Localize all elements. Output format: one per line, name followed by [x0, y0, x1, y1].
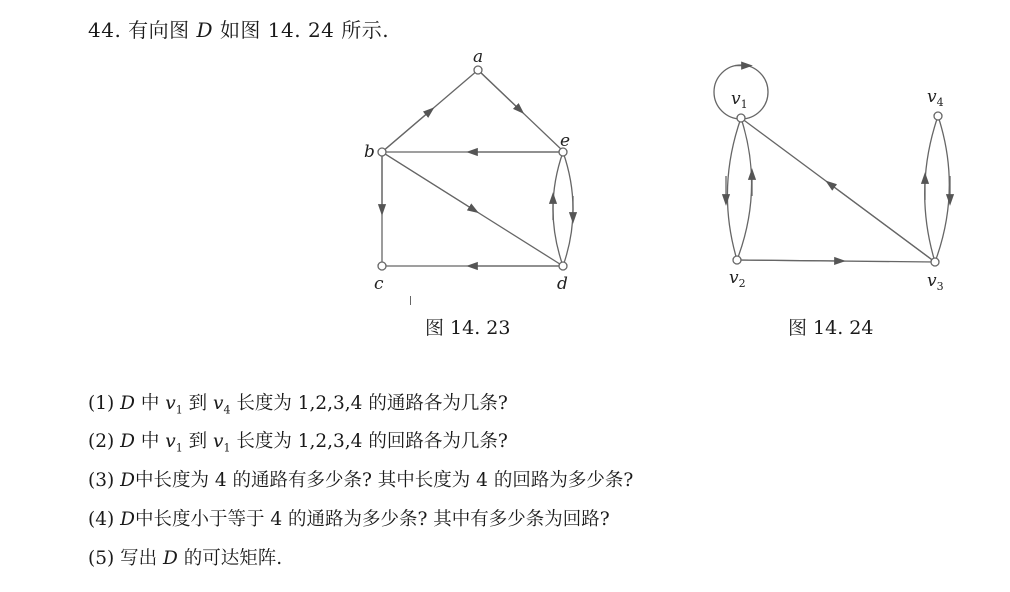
caption-figure-14-24: 图 14. 24 — [788, 317, 874, 339]
vertex-a — [474, 66, 482, 74]
question-number: (1) — [88, 393, 115, 414]
question-number: (4) — [88, 509, 115, 530]
vertex-c — [378, 262, 386, 270]
graph-symbol: D — [196, 18, 214, 42]
problem-text-after: 如图 14. 24 所示. — [219, 18, 390, 42]
label-v2: $v_2$ — [729, 268, 746, 290]
question-1 — [88, 389, 508, 417]
vertex-subscript: 1 — [175, 403, 183, 417]
question-3 — [88, 466, 633, 492]
label-c: c — [374, 274, 384, 294]
vertex-symbol: v — [165, 393, 176, 414]
vertex-b — [378, 148, 386, 156]
graph-symbol: D — [120, 509, 135, 530]
question-number: (2) — [88, 431, 115, 452]
figure-14-24 — [714, 65, 950, 266]
question-number: (3) — [88, 470, 115, 491]
vertex-v4 — [934, 112, 942, 120]
question-text: 写出 — [120, 548, 158, 569]
question-text: 中 — [140, 431, 160, 452]
figure-14-23-labels — [364, 47, 570, 294]
question-2 — [88, 427, 508, 455]
problem-text-before: 有向图 — [128, 18, 190, 42]
arrow-v3-v1 — [830, 184, 935, 262]
vertex-v2 — [733, 256, 741, 264]
vertex-subscript: 4 — [223, 403, 231, 417]
arrow-v2-v3 — [737, 260, 840, 261]
vertex-subscript: 1 — [175, 441, 183, 455]
question-text: 到 — [188, 393, 208, 414]
arrow-b-a — [382, 111, 430, 152]
vertex-v1 — [737, 114, 745, 122]
question-text: 长度为 1,2,3,4 的回路各为几条? — [236, 431, 508, 452]
label-a: a — [473, 47, 484, 67]
graph-symbol: D — [163, 548, 178, 569]
label-v4: $v_4$ — [927, 87, 944, 109]
question-text: 中长度小于等于 4 的通路为多少条? 其中有多少条为回路? — [134, 509, 610, 530]
question-5 — [88, 544, 282, 570]
figure-14-23 — [378, 66, 573, 270]
edge-v1-v2-left — [727, 118, 741, 260]
question-text: 长度为 1,2,3,4 的通路各为几条? — [236, 393, 508, 414]
stray-mark — [410, 296, 411, 305]
edge-e-d-right — [563, 152, 573, 266]
arrow-b-d — [382, 152, 474, 210]
vertex-symbol: v — [213, 431, 224, 452]
edge-v2-v1-right — [737, 118, 752, 260]
problem-number: 44. — [88, 18, 122, 42]
vertex-d — [559, 262, 567, 270]
question-text: 中长度为 4 的通路有多少条? 其中长度为 4 的回路为多少条? — [134, 470, 634, 491]
graph-symbol: D — [120, 470, 135, 491]
question-text: 到 — [188, 431, 208, 452]
label-d: d — [557, 274, 568, 294]
question-number: (5) — [88, 548, 115, 569]
caption-figure-14-23: 图 14. 23 — [425, 317, 511, 339]
arrow-a-e — [478, 70, 520, 110]
vertex-symbol: v — [165, 431, 176, 452]
label-b: b — [364, 142, 375, 162]
label-v3: $v_3$ — [927, 271, 944, 293]
edge-v3-v4-left — [925, 116, 938, 262]
graph-symbol: D — [120, 393, 135, 414]
edge-d-e-left — [553, 152, 563, 266]
question-text: 的可达矩阵. — [183, 548, 283, 569]
question-text: 中 — [140, 393, 160, 414]
edge-v4-v3-right — [935, 116, 949, 262]
label-e: e — [560, 131, 571, 151]
vertex-v3 — [931, 258, 939, 266]
label-v1: $v_1$ — [731, 89, 748, 111]
vertex-symbol: v — [213, 393, 224, 414]
question-4 — [88, 505, 610, 531]
graph-symbol: D — [120, 431, 135, 452]
vertex-subscript: 1 — [223, 441, 231, 455]
